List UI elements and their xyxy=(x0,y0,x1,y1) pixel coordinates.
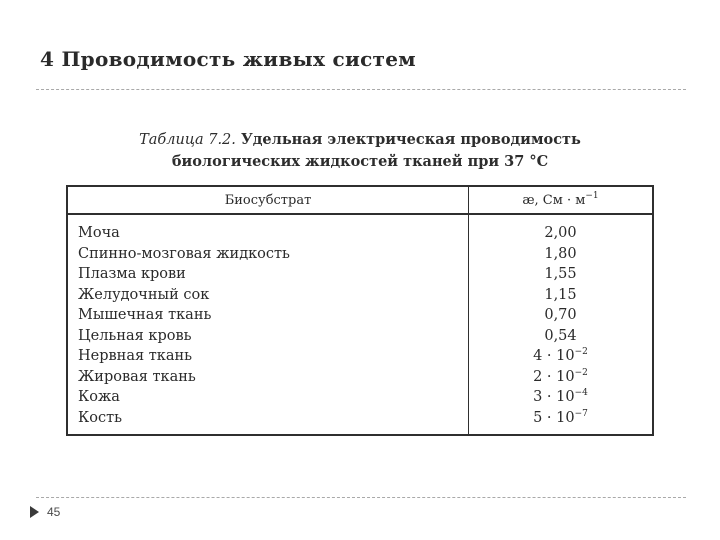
biosubstrate-cell: Плазма крови xyxy=(78,266,186,282)
header-conductivity xyxy=(469,186,654,214)
slide-title: 4 Проводимость живых систем xyxy=(40,47,416,71)
conductivity-cell: 0,70 xyxy=(544,307,577,323)
biosubstrate-cell: Цельная кровь xyxy=(78,327,192,344)
triangle-bullet-icon xyxy=(30,506,39,518)
conductivity-table xyxy=(66,185,654,436)
conductivity-exponent: −7 xyxy=(574,408,588,419)
conductivity-cell: 1,80 xyxy=(544,245,577,262)
caption-label: Таблица 7.2. xyxy=(139,132,236,148)
header-biosubstrate: Биосубстрат xyxy=(67,186,469,214)
conductivity-exponent: −4 xyxy=(574,388,588,398)
conductivity-mantissa: 3 · 10 xyxy=(533,389,575,405)
biosubstrate-column xyxy=(67,214,469,435)
conductivity-cell: 1,15 xyxy=(544,286,577,303)
conductivity-cell xyxy=(469,408,652,429)
conductivity-cell xyxy=(469,367,652,388)
biosubstrate-cell: Спинно-мозговая жидкость xyxy=(78,245,290,262)
conductivity-cell xyxy=(469,346,652,367)
biosubstrate-cell: Мышечная ткань xyxy=(78,307,212,323)
caption-line-2: биологических жидкостей тканей при 37 °С xyxy=(171,153,549,170)
conductivity-cell: 0,54 xyxy=(544,327,577,344)
biosubstrate-cell: Кость xyxy=(78,409,122,426)
biosubstrate-cell: Кожа xyxy=(78,389,120,405)
bottom-divider xyxy=(36,497,686,498)
biosubstrate-cell: Желудочный сок xyxy=(78,286,210,303)
conductivity-exponent: −2 xyxy=(574,347,588,357)
header-conductivity-exponent: −1 xyxy=(585,190,599,201)
conductivity-cell xyxy=(469,387,652,408)
biosubstrate-cell: Моча xyxy=(78,225,120,241)
table-caption xyxy=(66,129,654,172)
conductivity-mantissa: 4 · 10 xyxy=(533,348,575,364)
conductivity-mantissa: 5 · 10 xyxy=(533,409,575,426)
top-divider xyxy=(36,89,686,90)
conductivity-exponent: −2 xyxy=(574,367,588,378)
header-conductivity-unit: æ, См · м xyxy=(522,192,586,208)
table-header-row xyxy=(67,186,653,214)
conductivity-cell: 1,55 xyxy=(544,266,577,282)
page-footer xyxy=(30,505,60,519)
page-number: 45 xyxy=(47,505,61,519)
biosubstrate-cell: Нервная ткань xyxy=(78,348,193,364)
table-body-row xyxy=(67,214,653,435)
caption-title-1: Удельная электрическая проводимость xyxy=(235,131,581,148)
conductivity-mantissa: 2 · 10 xyxy=(533,368,575,385)
conductivity-column xyxy=(469,214,654,435)
caption-line-1 xyxy=(66,129,654,151)
conductivity-cell: 2,00 xyxy=(544,225,577,241)
biosubstrate-cell: Жировая ткань xyxy=(78,368,196,385)
